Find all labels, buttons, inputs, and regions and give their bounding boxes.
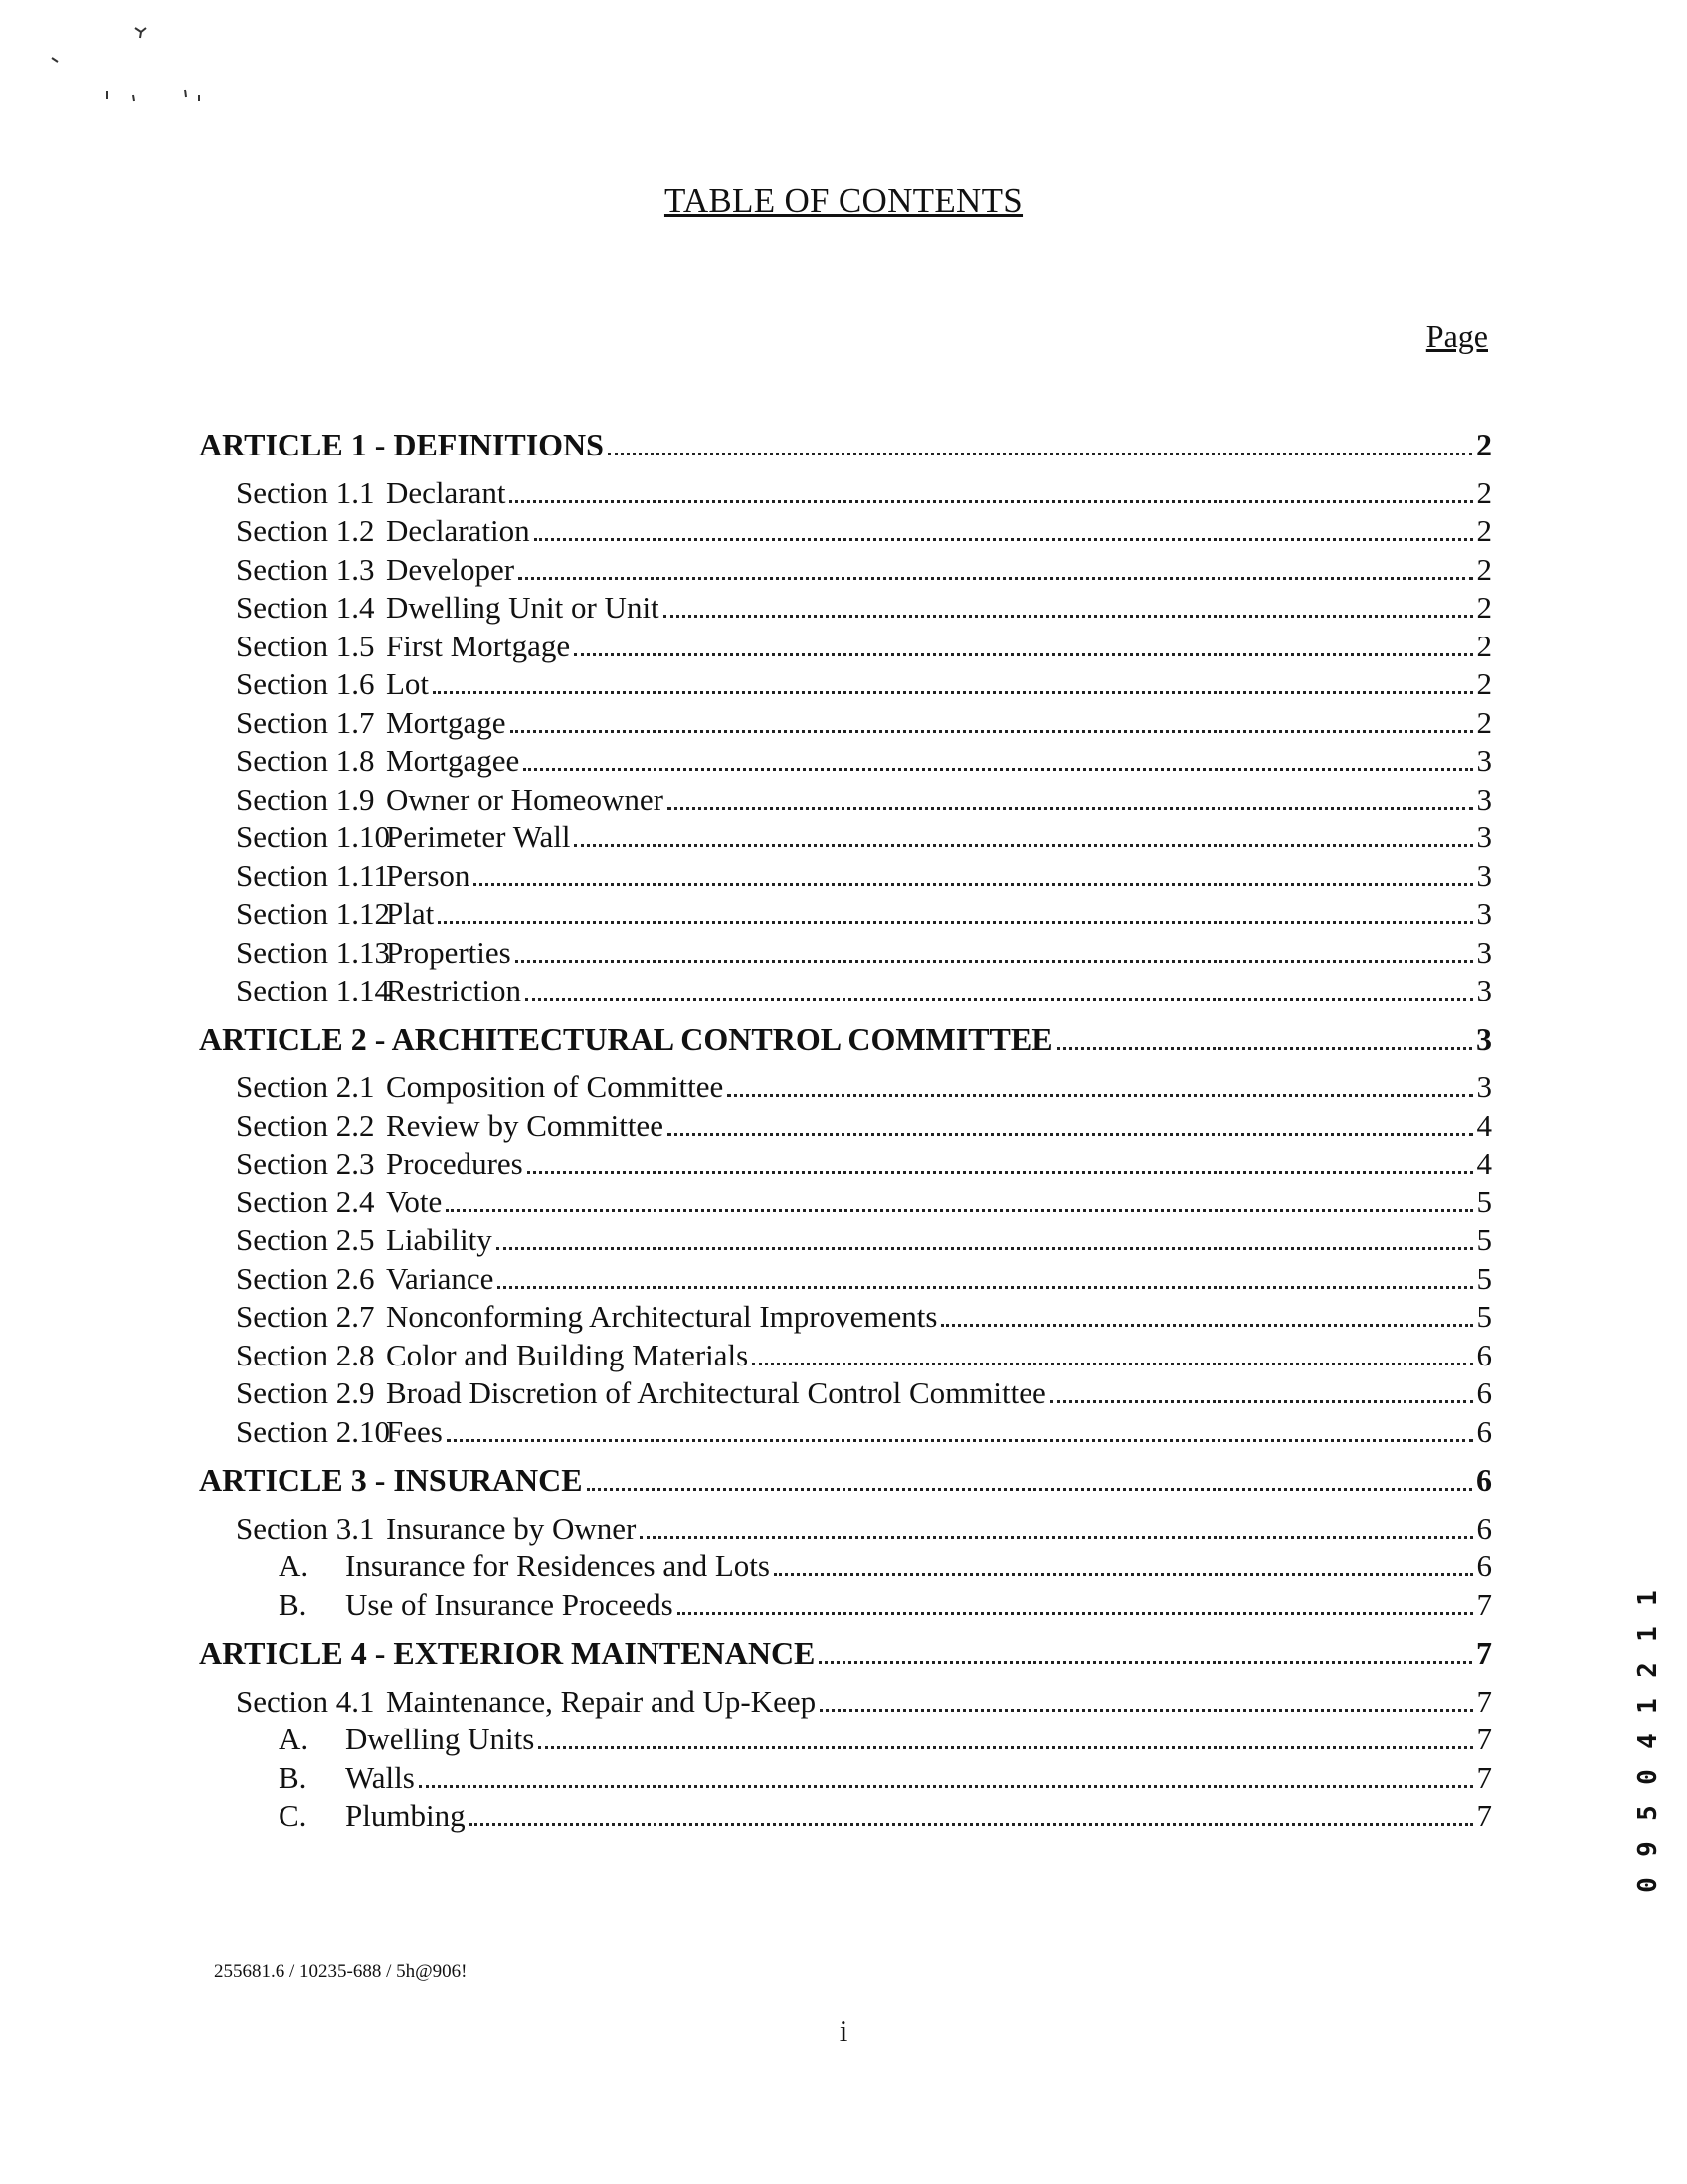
entry-number: Section 3.1 <box>236 1510 375 1546</box>
toc-section-entry <box>199 1183 1492 1222</box>
entry-label: Insurance by Owner <box>386 1510 637 1546</box>
entry-page: 7 <box>1476 1683 1492 1719</box>
toc-title: TABLE OF CONTENTS <box>663 181 1024 220</box>
entry-number: Section 1.13 <box>236 934 390 970</box>
entry-page: 7 <box>1476 1759 1492 1795</box>
toc-section-entry <box>199 512 1492 551</box>
page-number: i <box>839 2013 848 2048</box>
entry-label: Fees <box>386 1413 443 1449</box>
entry-number: Section 1.7 <box>236 704 375 740</box>
entry-page: 2 <box>1476 590 1492 625</box>
entry-label: Plumbing <box>345 1798 466 1833</box>
toc-section-entry <box>199 1068 1492 1107</box>
entry-page: 3 <box>1476 934 1492 970</box>
entry-page: 6 <box>1476 1413 1492 1449</box>
entry-label: Plat <box>386 896 435 931</box>
stamp-digit: 2 <box>1633 1662 1663 1678</box>
entry-number: Section 1.12 <box>236 896 390 931</box>
entry-label: Mortgage <box>386 704 506 740</box>
entry-page: 3 <box>1476 973 1492 1007</box>
stamp-digit: 0 <box>1633 1877 1663 1893</box>
entry-number: A. <box>279 1548 309 1583</box>
entry-number: Section 1.6 <box>236 666 375 701</box>
article-title: ARTICLE 4 - EXTERIOR MAINTENANCE <box>199 1635 816 1671</box>
entry-label: Nonconforming Architectural Improvements <box>386 1299 938 1334</box>
dot-leader <box>525 998 1472 1001</box>
entry-number: Section 2.9 <box>236 1375 375 1410</box>
article-title: ARTICLE 1 - DEFINITIONS <box>199 427 604 462</box>
entry-page: 2 <box>1476 628 1492 663</box>
entry-label: First Mortgage <box>386 628 571 663</box>
toc-section-entry <box>199 781 1492 819</box>
entry-label: Walls <box>345 1759 415 1795</box>
stamp-digit: 1 <box>1633 1590 1663 1606</box>
entry-label: Use of Insurance Proceeds <box>345 1586 673 1622</box>
entry-label: Perimeter Wall <box>386 819 571 854</box>
dot-leader <box>538 1746 1472 1749</box>
entry-number: Section 1.1 <box>236 474 375 510</box>
toc-section-entry <box>199 551 1492 590</box>
dot-leader <box>574 844 1472 847</box>
toc-section-entry <box>199 628 1492 666</box>
toc-section-entry <box>199 857 1492 896</box>
entry-page: 3 <box>1476 896 1492 931</box>
entry-number: Section 1.10 <box>236 819 390 854</box>
dot-leader <box>523 768 1472 771</box>
entry-page: 3 <box>1476 781 1492 817</box>
dot-leader <box>574 653 1472 656</box>
toc-subentry <box>199 1797 1492 1836</box>
entry-page: 6 <box>1476 1337 1492 1372</box>
entry-page: 7 <box>1476 1798 1492 1833</box>
entry-number: Section 1.9 <box>236 781 375 817</box>
entry-label: Vote <box>386 1183 443 1219</box>
article-page: 3 <box>1476 1020 1492 1057</box>
entry-page: 5 <box>1476 1222 1492 1257</box>
dot-leader <box>587 1488 1472 1491</box>
dot-leader <box>496 1247 1473 1250</box>
entry-number: B. <box>279 1759 307 1795</box>
toc-subentry <box>199 1547 1492 1586</box>
entry-page: 3 <box>1476 819 1492 854</box>
entry-label: Dwelling Unit or Unit <box>386 590 659 625</box>
article-page: 6 <box>1476 1462 1492 1498</box>
article-heading <box>199 1461 1492 1500</box>
article-page: 7 <box>1476 1635 1492 1671</box>
entry-number: Section 2.2 <box>236 1107 375 1143</box>
stamp-digit: 1 <box>1633 1626 1663 1642</box>
dot-leader <box>446 1209 1472 1212</box>
dot-leader <box>752 1363 1472 1365</box>
entry-label: Declaration <box>386 513 530 548</box>
stamp-digit: 1 <box>1633 1698 1663 1714</box>
dot-leader <box>941 1324 1472 1327</box>
dot-leader <box>509 500 1472 503</box>
entry-page: 3 <box>1476 1069 1492 1104</box>
dot-leader <box>447 1439 1473 1442</box>
dot-leader <box>527 1171 1473 1174</box>
entry-number: Section 2.1 <box>236 1069 375 1104</box>
dot-leader <box>774 1573 1473 1576</box>
entry-page: 7 <box>1476 1586 1492 1622</box>
entry-label: Mortgagee <box>386 743 520 778</box>
entry-page: 6 <box>1476 1510 1492 1546</box>
dot-leader <box>438 921 1472 924</box>
entry-page: 3 <box>1476 857 1492 893</box>
entry-number: Section 2.7 <box>236 1299 375 1334</box>
entry-number: Section 2.6 <box>236 1260 375 1296</box>
entry-page: 4 <box>1476 1146 1492 1181</box>
dot-leader <box>510 730 1473 733</box>
article-heading <box>199 1634 1492 1673</box>
stamp-digit: 9 <box>1633 1841 1663 1857</box>
entry-label: Declarant <box>386 474 506 510</box>
dot-leader <box>534 538 1473 541</box>
dot-leader <box>677 1612 1473 1615</box>
toc-subentry <box>199 1759 1492 1798</box>
toc-section-entry <box>199 1510 1492 1548</box>
dot-leader <box>667 807 1473 810</box>
stamp-digit: 0 <box>1633 1769 1663 1785</box>
entry-label: Properties <box>386 934 511 970</box>
entry-label: Maintenance, Repair and Up-Keep <box>386 1683 817 1719</box>
toc-section-entry <box>199 1107 1492 1146</box>
entry-number: Section 1.3 <box>236 551 375 587</box>
article-heading <box>199 1020 1492 1059</box>
toc-section-entry <box>199 1337 1492 1375</box>
entry-number: Section 1.4 <box>236 590 375 625</box>
entry-number: Section 2.8 <box>236 1337 375 1372</box>
scan-specks <box>40 10 259 109</box>
entry-page: 5 <box>1476 1260 1492 1296</box>
entry-label: Insurance for Residences and Lots <box>345 1548 770 1583</box>
entry-label: Dwelling Units <box>345 1722 535 1756</box>
toc-section-entry <box>199 589 1492 628</box>
entry-label: Restriction <box>386 973 522 1007</box>
article-title: ARTICLE 3 - INSURANCE <box>199 1462 583 1498</box>
entry-number: Section 2.5 <box>236 1222 375 1257</box>
toc-section-entry <box>199 819 1492 857</box>
toc-section-entry <box>199 1374 1492 1413</box>
dot-leader <box>515 960 1473 963</box>
entry-number: Section 1.2 <box>236 513 375 548</box>
entry-number: A. <box>279 1722 309 1756</box>
page-column-header: Page <box>1425 318 1488 354</box>
entry-page: 5 <box>1476 1183 1492 1219</box>
toc-section-entry <box>199 1298 1492 1337</box>
entry-label: Lot <box>386 666 430 701</box>
toc-section-entry <box>199 742 1492 781</box>
entry-page: 2 <box>1476 666 1492 701</box>
entry-number: Section 2.3 <box>236 1146 375 1181</box>
document-id: 255681.6 / 10235-688 / 5h@906! <box>214 1961 468 1982</box>
side-stamp <box>1626 1571 1670 1910</box>
entry-number: Section 1.8 <box>236 743 375 778</box>
entry-label: Broad Discretion of Architectural Control Committee <box>386 1375 1046 1410</box>
dot-leader <box>727 1094 1472 1097</box>
toc-section-entry <box>199 934 1492 973</box>
article-title: ARTICLE 2 - ARCHITECTURAL CONTROL COMMITTEE <box>199 1020 1053 1057</box>
entry-label: Review by Committee <box>386 1107 663 1143</box>
entry-label: Composition of Committee <box>386 1069 724 1104</box>
entry-label: Developer <box>386 551 515 587</box>
toc-section-entry <box>199 895 1492 934</box>
dot-leader <box>820 1709 1472 1712</box>
toc-section-entry <box>199 1683 1492 1722</box>
entry-page: 2 <box>1476 551 1492 587</box>
toc-subentry <box>199 1721 1492 1759</box>
dot-leader <box>819 1661 1472 1664</box>
dot-leader <box>640 1536 1472 1539</box>
entry-page: 4 <box>1476 1107 1492 1143</box>
dot-leader <box>419 1785 1473 1788</box>
entry-number: Section 1.5 <box>236 628 375 663</box>
entry-label: Procedures <box>386 1146 523 1181</box>
toc-list <box>199 416 1492 1836</box>
entry-number: Section 4.1 <box>236 1683 375 1719</box>
dot-leader <box>473 883 1472 886</box>
toc-section-entry <box>199 474 1492 513</box>
toc-subentry <box>199 1586 1492 1625</box>
article-page: 2 <box>1476 427 1492 462</box>
entry-number: B. <box>279 1586 307 1622</box>
dot-leader <box>1057 1047 1472 1050</box>
toc-section-entry <box>199 704 1492 743</box>
toc-section-entry <box>199 1260 1492 1299</box>
article-heading <box>199 426 1492 464</box>
toc-section-entry <box>199 1221 1492 1260</box>
entry-number: Section 1.11 <box>236 857 389 893</box>
entry-page: 2 <box>1476 513 1492 548</box>
dot-leader <box>433 691 1472 694</box>
entry-page: 6 <box>1476 1375 1492 1410</box>
entry-number: Section 2.10 <box>236 1413 390 1449</box>
dot-leader <box>518 577 1472 580</box>
entry-number: Section 2.4 <box>236 1183 375 1219</box>
toc-section-entry <box>199 972 1492 1010</box>
entry-label: Person <box>386 857 470 893</box>
entry-page: 3 <box>1476 743 1492 778</box>
toc-section-entry <box>199 665 1492 704</box>
entry-number: C. <box>279 1798 307 1833</box>
toc-section-entry <box>199 1145 1492 1183</box>
dot-leader <box>1050 1400 1473 1403</box>
entry-page: 2 <box>1476 704 1492 740</box>
entry-number: Section 1.14 <box>236 973 390 1007</box>
entry-page: 7 <box>1476 1722 1492 1756</box>
dot-leader <box>469 1823 1473 1826</box>
entry-page: 5 <box>1476 1299 1492 1334</box>
entry-label: Liability <box>386 1222 492 1257</box>
entry-label: Color and Building Materials <box>386 1337 749 1372</box>
entry-label: Owner or Homeowner <box>386 781 663 817</box>
dot-leader <box>497 1286 1472 1289</box>
dot-leader <box>663 615 1473 618</box>
entry-label: Variance <box>386 1260 494 1296</box>
dot-leader <box>608 453 1472 455</box>
stamp-digit: 5 <box>1633 1805 1663 1821</box>
entry-page: 2 <box>1476 474 1492 510</box>
entry-page: 6 <box>1476 1548 1492 1583</box>
toc-section-entry <box>199 1413 1492 1452</box>
dot-leader <box>667 1133 1473 1136</box>
stamp-digit: 4 <box>1633 1733 1663 1749</box>
